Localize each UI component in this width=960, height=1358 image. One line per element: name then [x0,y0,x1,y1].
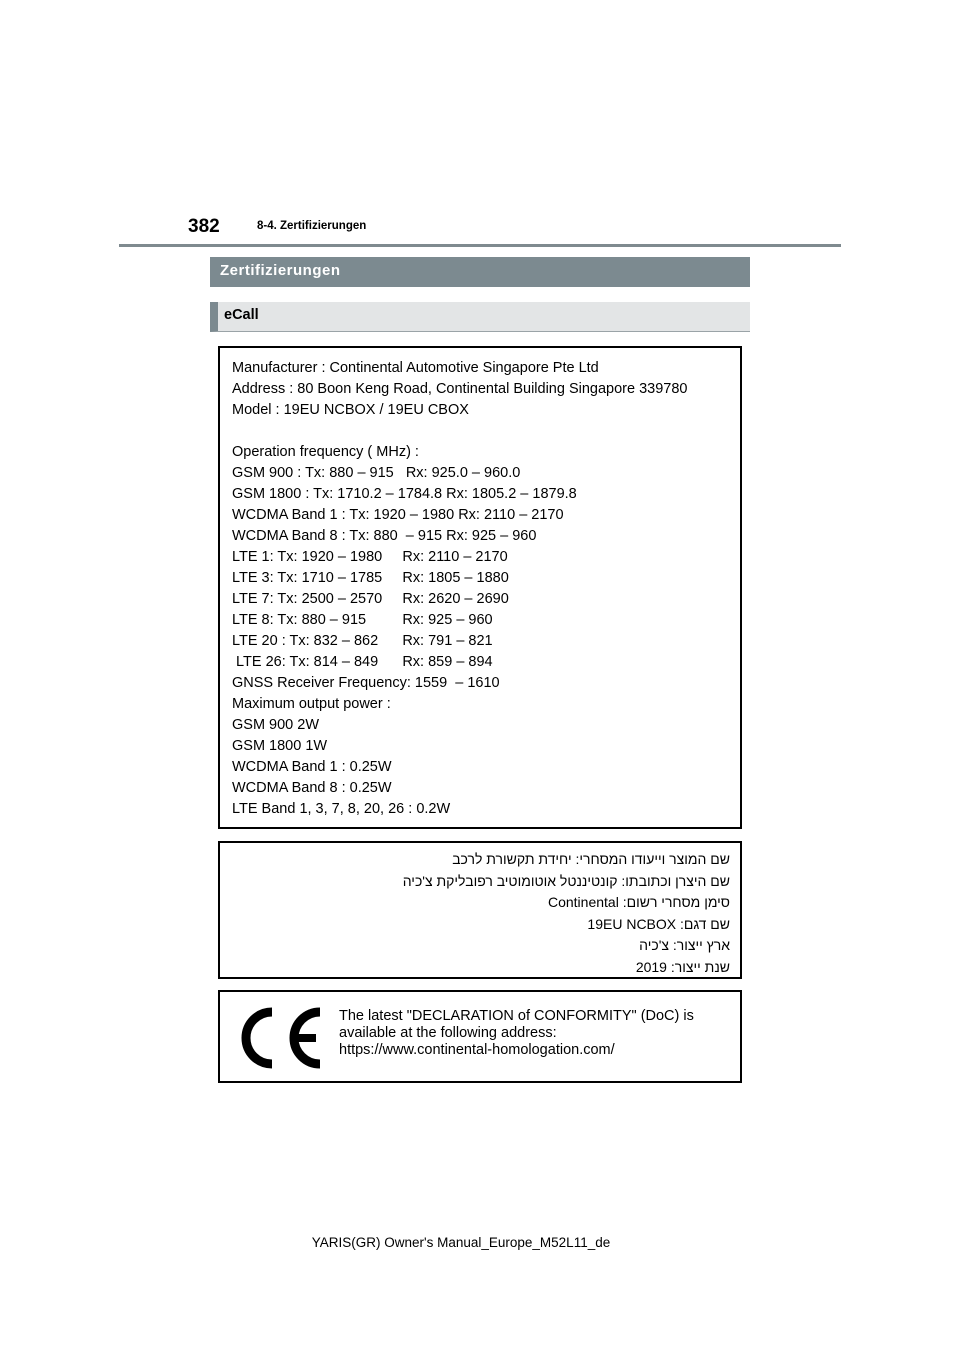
spec-line: LTE 7: Tx: 2500 – 2570 Rx: 2620 – 2690 [232,591,509,607]
spec-line: LTE 3: Tx: 1710 – 1785 Rx: 1805 – 1880 [232,570,509,586]
hebrew-line: שם דגם: 19EU NCBOX [587,915,730,932]
spec-line: LTE 26: Tx: 814 – 849 Rx: 859 – 894 [232,654,493,670]
footer-manual-id: YARIS(GR) Owner's Manual_Europe_M52L11_de [311,1235,611,1250]
spec-line: Manufacturer : Continental Automotive Singapore Pte Ltd [232,360,599,376]
spec-line: LTE 20 : Tx: 832 – 862 Rx: 791 – 821 [232,633,493,649]
spec-line: WCDMA Band 8 : 0.25W [232,780,392,796]
spec-line: WCDMA Band 1 : 0.25W [232,759,392,775]
conformity-box [218,990,742,1083]
spec-line: GSM 1800 1W [232,738,328,754]
hebrew-line: ארץ ייצור: צ'כיה [639,937,730,953]
spec-line: Maximum output power : [232,696,391,712]
conformity-line: available at the following address: [339,1025,557,1041]
spec-line: WCDMA Band 8 : Tx: 880 – 915 Rx: 925 – 960 [232,528,537,544]
section-reference: 8-4. Zertifizierungen [257,220,367,232]
spec-line: LTE Band 1, 3, 7, 8, 20, 26 : 0.2W [232,801,451,817]
spec-line: Operation frequency ( MHz) : [232,444,419,460]
spec-line: LTE 1: Tx: 1920 – 1980 Rx: 2110 – 2170 [232,549,508,565]
spec-line: LTE 8: Tx: 880 – 915 Rx: 925 – 960 [232,612,493,628]
page-number: 382 [188,216,220,237]
spec-line: WCDMA Band 1 : Tx: 1920 – 1980 Rx: 2110 – 2170 [232,507,564,523]
spec-line: GSM 900 2W [232,717,320,733]
spec-line: GSM 900 : Tx: 880 – 915 Rx: 925.0 – 960.0 [232,465,521,481]
header-divider [119,244,841,247]
section-title: Zertifizierungen [210,257,750,287]
hebrew-line: שם היצרן וכתובתו: קונטיננטל אוטומוטיב רפובליקת צ'כיה [402,872,730,889]
hebrew-info-box [218,841,742,979]
hebrew-line: שם המוצר וייעודו המסחרי: יחידת תקשורת לרכב [452,851,730,867]
ce-mark-icon [232,1002,328,1074]
spec-line [232,421,740,442]
conformity-line: The latest "DECLARATION of CONFORMITY" (DoC) is [339,1008,694,1024]
spec-line: GSM 1800 : Tx: 1710.2 – 1784.8 Rx: 1805.2 – 1879.8 [232,486,577,502]
spec-line: Address : 80 Boon Keng Road, Continental Building Singapore 339780 [232,381,688,397]
spec-line: GNSS Receiver Frequency: 1559 – 1610 [232,675,500,691]
specification-box [218,346,742,829]
conformity-text [339,1008,734,1059]
hebrew-line: שנת ייצור: 2019 [635,958,730,975]
hebrew-line: סימן מסחרי רשום: Continental [547,894,730,910]
spec-line: Model : 19EU NCBOX / 19EU CBOX [232,402,469,418]
subsection-title: eCall [210,302,750,332]
conformity-url: https://www.continental-homologation.com/ [339,1042,615,1058]
